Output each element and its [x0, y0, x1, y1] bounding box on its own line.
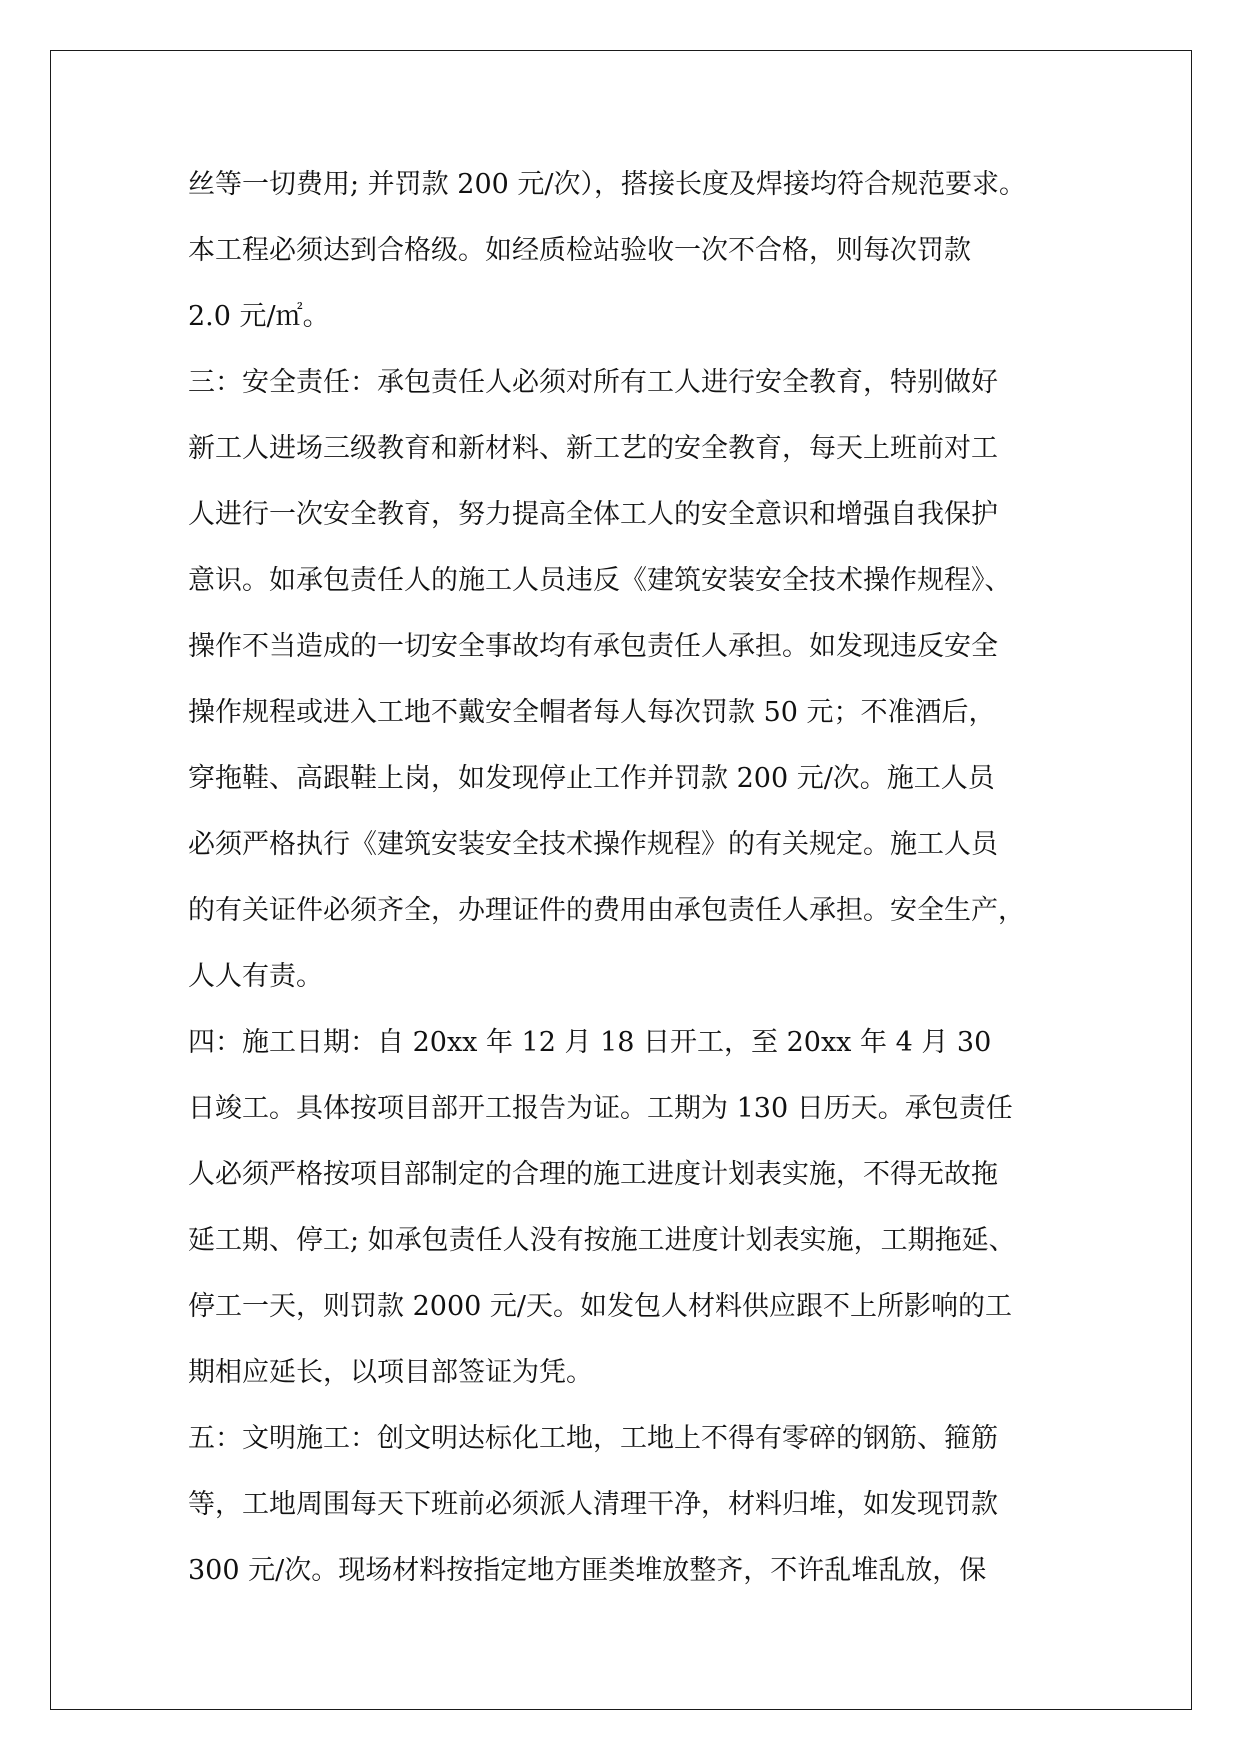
- text-line: 日竣工。具体按项目部开工报告为证。工期为 130 日历天。承包责任: [188, 1093, 1013, 1124]
- text-line: 操作不当造成的一切安全事故均有承包责任人承担。如发现违反安全: [188, 631, 998, 662]
- text-line: 人必须严格按项目部制定的合理的施工进度计划表实施，不得无故拖: [188, 1159, 998, 1190]
- text-line: 停工一天，则罚款 2000 元/天。如发包人材料供应跟不上所影响的工: [188, 1291, 1012, 1322]
- text-line: 等，工地周围每天下班前必须派人清理干净，材料归堆，如发现罚款: [188, 1489, 998, 1520]
- text-line: 必须严格执行《建筑安装安全技术操作规程》的有关规定。施工人员: [188, 829, 998, 860]
- text-line: 的有关证件必须齐全，办理证件的费用由承包责任人承担。安全生产，: [188, 895, 1025, 926]
- text-line: 新工人进场三级教育和新材料、新工艺的安全教育，每天上班前对工: [188, 433, 998, 464]
- section-heading-safety: 三：安全责任：承包责任人必须对所有工人进行安全教育，特别做好: [188, 367, 998, 398]
- text-line: 意识。如承包责任人的施工人员违反《建筑安装安全技术操作规程》、: [188, 565, 1012, 596]
- text-line: 2.0 元/㎡。: [188, 301, 330, 332]
- text-line: 人人有责。: [188, 961, 323, 992]
- text-line: 人进行一次安全教育，努力提高全体工人的安全意识和增强自我保护: [188, 499, 998, 530]
- section-heading-schedule: 四：施工日期：自 20xx 年 12 月 18 日开工，至 20xx 年 4 月 30: [188, 1027, 992, 1058]
- text-line: 本工程必须达到合格级。如经质检站验收一次不合格，则每次罚款: [188, 235, 971, 266]
- text-line: 300 元/次。现场材料按指定地方匪类堆放整齐，不许乱堆乱放，保: [188, 1555, 987, 1586]
- text-line: 穿拖鞋、高跟鞋上岗，如发现停止工作并罚款 200 元/次。施工人员: [188, 763, 995, 794]
- text-line: 操作规程或进入工地不戴安全帽者每人每次罚款 50 元；不准酒后，: [188, 697, 996, 728]
- text-line: 期相应延长，以项目部签证为凭。: [188, 1357, 593, 1388]
- section-heading-civilized-construction: 五：文明施工：创文明达标化工地，工地上不得有零碎的钢筋、箍筋: [188, 1423, 998, 1454]
- document-body: [188, 152, 1058, 1604]
- text-line: 延工期、停工; 如承包责任人没有按施工进度计划表实施，工期拖延、: [188, 1225, 1016, 1256]
- text-line: 丝等一切费用; 并罚款 200 元/次），搭接长度及焊接均符合规范要求。: [188, 169, 1026, 200]
